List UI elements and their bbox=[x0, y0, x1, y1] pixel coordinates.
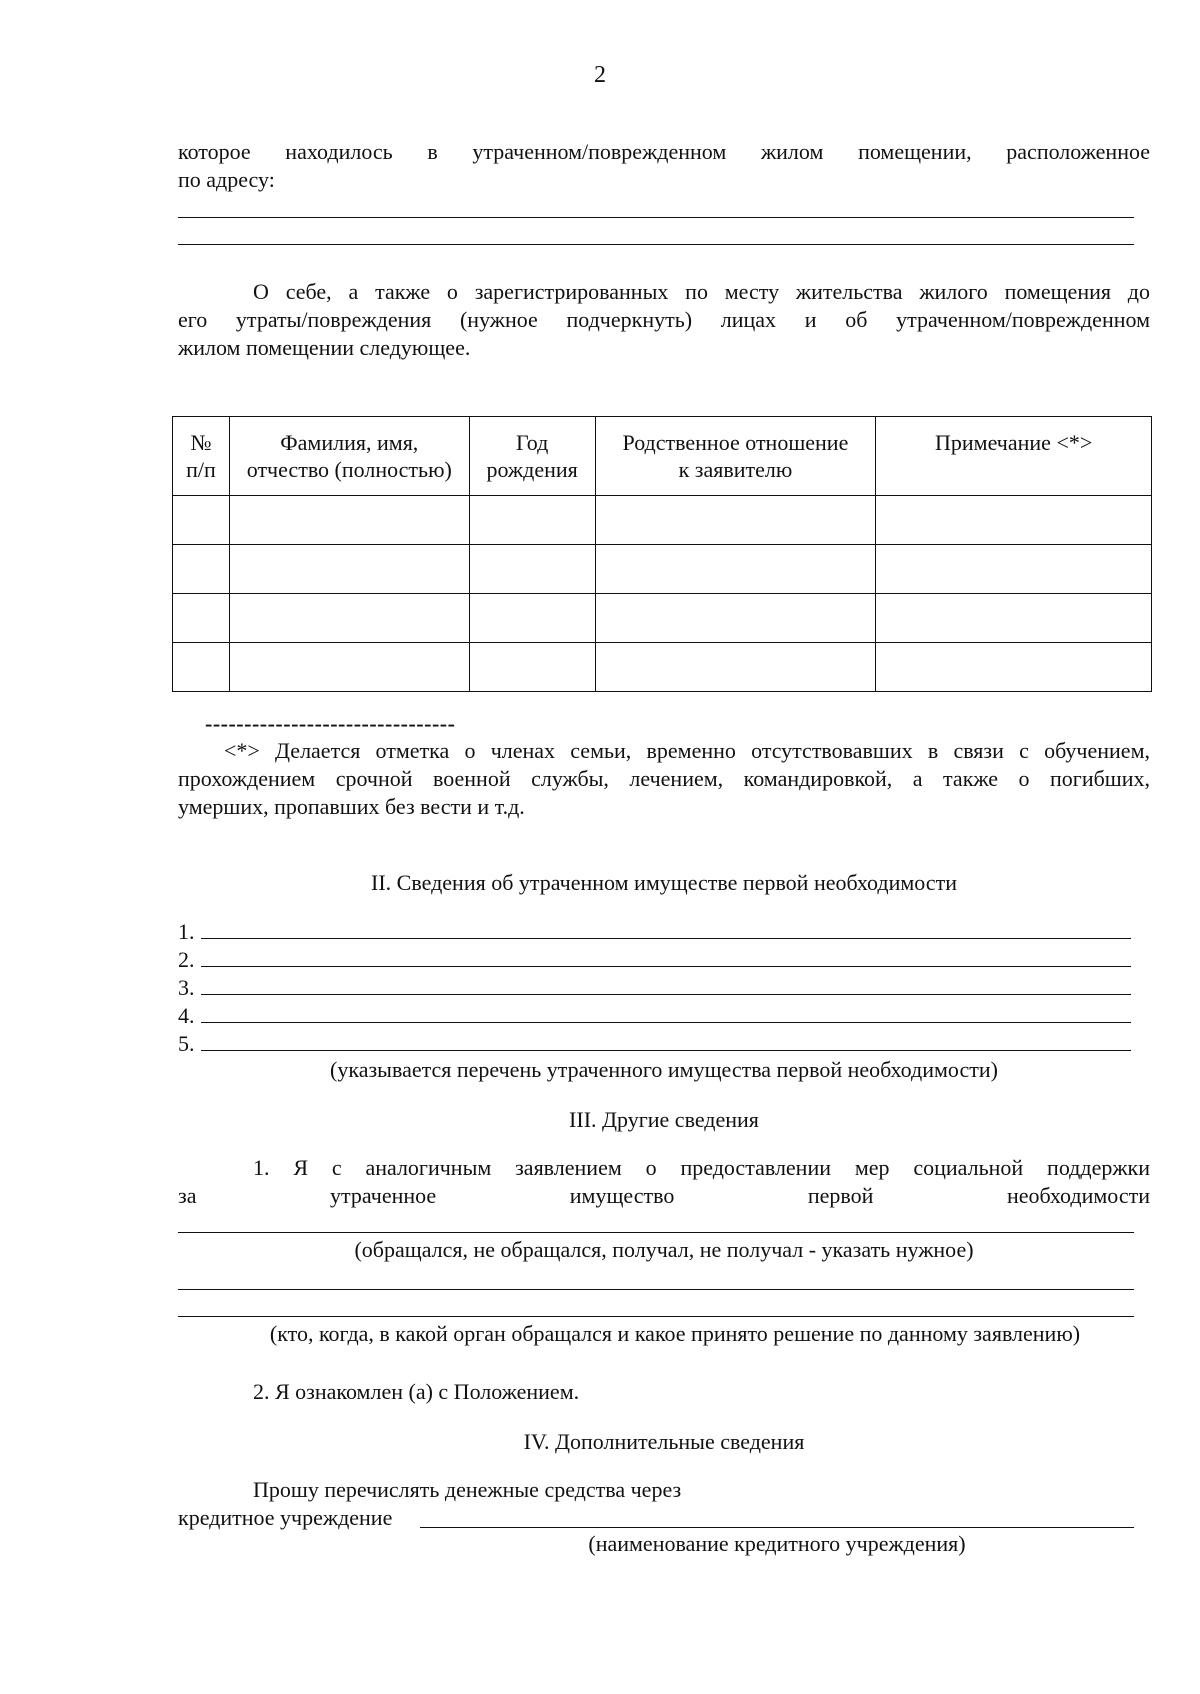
header-birth-year-line-1: Год bbox=[515, 430, 549, 455]
section-4-line-2: кредитное учреждение bbox=[178, 1505, 393, 1530]
header-full-name-line-2: отчество (полностью) bbox=[246, 457, 452, 482]
table-cell[interactable] bbox=[595, 594, 876, 643]
header-relation bbox=[595, 417, 876, 496]
page-number: 2 bbox=[594, 62, 606, 88]
table-cell[interactable] bbox=[469, 643, 595, 692]
item-number-3: 3. bbox=[178, 975, 195, 1000]
footnote-line-3: умерших, пропавших без вести и т.д. bbox=[178, 794, 525, 819]
footnote-separator: -------------------------------- bbox=[205, 711, 456, 736]
section-3-p1-line-2: за утраченное имущество первой необходимости bbox=[178, 1183, 1150, 1208]
table-header-row bbox=[173, 417, 1152, 496]
section-4-line-1: Прошу перечислять денежные средства через bbox=[253, 1477, 682, 1502]
item-line-2[interactable] bbox=[201, 948, 1131, 967]
table-cell[interactable] bbox=[229, 545, 469, 594]
header-relation-line-1: Родственное отношение bbox=[622, 430, 849, 455]
table-cell[interactable] bbox=[595, 643, 876, 692]
item-line-3[interactable] bbox=[201, 976, 1131, 995]
item-number-1: 1. bbox=[178, 919, 195, 944]
table-cell[interactable] bbox=[876, 594, 1152, 643]
header-note bbox=[876, 417, 1152, 496]
header-number-line-2: п/п bbox=[186, 457, 216, 482]
credit-institution-line[interactable] bbox=[420, 1527, 1134, 1528]
item-row-2[interactable] bbox=[178, 947, 1131, 973]
section-3-caption-2: (кто, когда, в какой орган обращался и какое принято решение по данному заявлению) bbox=[269, 1321, 1081, 1346]
section-3-p2: 2. Я ознакомлен (а) с Положением. bbox=[253, 1379, 580, 1404]
application-status-line[interactable] bbox=[178, 1232, 1134, 1233]
table-cell[interactable] bbox=[595, 545, 876, 594]
header-birth-year bbox=[469, 417, 595, 496]
table-cell[interactable] bbox=[173, 594, 230, 643]
item-row-5[interactable] bbox=[178, 1031, 1131, 1057]
table-cell[interactable] bbox=[229, 643, 469, 692]
section-2-caption: (указывается перечень утраченного имущества первой необходимости) bbox=[330, 1057, 998, 1082]
intro-line-1: которое находилось в утраченном/поврежденном жилом помещении, расположенное bbox=[178, 139, 1150, 164]
family-table bbox=[172, 416, 1152, 692]
item-row-1[interactable] bbox=[178, 919, 1131, 945]
footnote-line-1: <*> Делается отметка о членах семьи, временно отсутствовавших в связи с обучением, bbox=[224, 738, 1150, 763]
header-number-line-1: № bbox=[190, 430, 212, 455]
section-2-title: II. Сведения об утраченном имуществе первой необходимости bbox=[371, 870, 957, 895]
header-note-line-1: Примечание <*> bbox=[935, 430, 1093, 455]
table-cell[interactable] bbox=[876, 545, 1152, 594]
address-line-1[interactable] bbox=[178, 217, 1134, 218]
footnote-line-2: прохождением срочной военной службы, лечением, командировкой, а также о погибших, bbox=[178, 766, 1150, 791]
item-row-3[interactable] bbox=[178, 975, 1131, 1001]
intro-line-2: по адресу: bbox=[178, 167, 275, 192]
header-number bbox=[173, 417, 230, 496]
item-number-5: 5. bbox=[178, 1031, 195, 1056]
table-cell[interactable] bbox=[173, 643, 230, 692]
table-cell[interactable] bbox=[173, 496, 230, 545]
table-cell[interactable] bbox=[469, 545, 595, 594]
item-row-4[interactable] bbox=[178, 1003, 1131, 1029]
item-number-4: 4. bbox=[178, 1003, 195, 1028]
item-number-2: 2. bbox=[178, 947, 195, 972]
table-cell[interactable] bbox=[173, 545, 230, 594]
table-row bbox=[173, 545, 1152, 594]
item-line-4[interactable] bbox=[201, 1004, 1131, 1023]
table-cell[interactable] bbox=[595, 496, 876, 545]
header-birth-year-line-2: рождения bbox=[486, 457, 578, 482]
header-relation-line-2: к заявителю bbox=[678, 457, 793, 482]
header-full-name bbox=[229, 417, 469, 496]
decision-line-1[interactable] bbox=[178, 1289, 1134, 1290]
about-line-3: жилом помещении следующее. bbox=[178, 335, 471, 360]
section-4-caption: (наименование кредитного учреждения) bbox=[588, 1531, 966, 1556]
table-row bbox=[173, 496, 1152, 545]
table-cell[interactable] bbox=[469, 594, 595, 643]
table-cell[interactable] bbox=[229, 594, 469, 643]
about-line-1: О себе, а также о зарегистрированных по месту жительства жилого помещения до bbox=[253, 279, 1150, 304]
table-cell[interactable] bbox=[876, 643, 1152, 692]
section-3-title: III. Другие сведения bbox=[569, 1107, 759, 1132]
section-3-p1-line-1: 1. Я с аналогичным заявлением о предоставлении мер социальной поддержки bbox=[253, 1155, 1150, 1180]
address-line-2[interactable] bbox=[178, 244, 1134, 245]
table-cell[interactable] bbox=[229, 496, 469, 545]
table-row bbox=[173, 594, 1152, 643]
table-row bbox=[173, 643, 1152, 692]
table-cell[interactable] bbox=[876, 496, 1152, 545]
header-full-name-line-1: Фамилия, имя, bbox=[280, 430, 419, 455]
item-line-5[interactable] bbox=[201, 1032, 1131, 1051]
item-line-1[interactable] bbox=[201, 920, 1131, 939]
table-cell[interactable] bbox=[469, 496, 595, 545]
decision-line-2[interactable] bbox=[178, 1316, 1134, 1317]
section-3-caption-1: (обращался, не обращался, получал, не получал - указать нужное) bbox=[354, 1237, 974, 1262]
about-line-2: его утраты/повреждения (нужное подчеркнуть) лицах и об утраченном/поврежденном bbox=[178, 307, 1150, 332]
section-4-title: IV. Дополнительные сведения bbox=[523, 1429, 805, 1454]
